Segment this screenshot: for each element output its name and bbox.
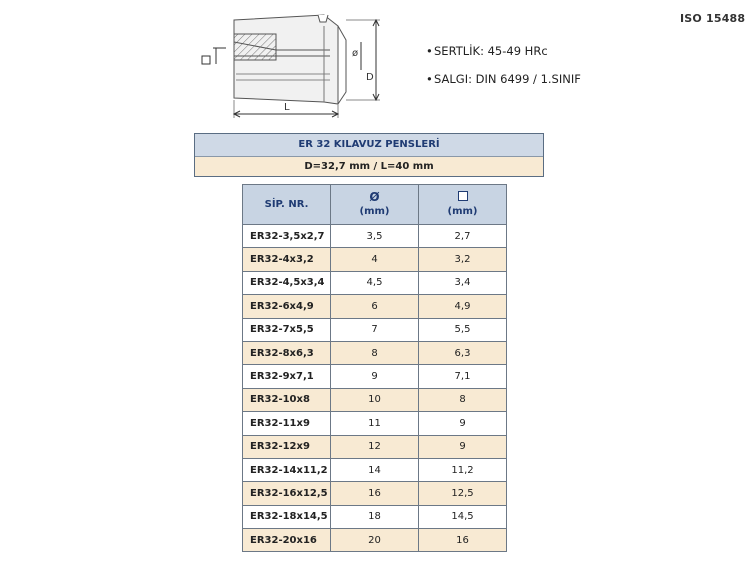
table-row (243, 505, 507, 528)
cell-square: 2,7 (419, 225, 507, 248)
spec-runout: SALGI: DIN 6499 / 1.SINIF (434, 72, 581, 86)
bullet-icon: • (426, 44, 433, 58)
cell-code: ER32-8x6,3 (243, 341, 331, 364)
spec-item (426, 72, 581, 100)
table-row (243, 225, 507, 248)
table-row (243, 295, 507, 318)
dim-phi-label: ø (352, 48, 359, 59)
standard-label: ISO 15488 (680, 12, 746, 25)
cell-square: 3,2 (419, 248, 507, 271)
col-diameter-unit: (mm) (359, 206, 390, 217)
cell-diameter: 4 (331, 248, 419, 271)
cell-diameter: 12 (331, 435, 419, 458)
cell-square: 6,3 (419, 341, 507, 364)
cell-diameter: 9 (331, 365, 419, 388)
collet-drawing (196, 12, 396, 122)
square-icon (458, 191, 468, 201)
cell-square: 4,9 (419, 295, 507, 318)
cell-square: 9 (419, 435, 507, 458)
cell-diameter: 16 (331, 482, 419, 505)
spec-item (426, 44, 581, 72)
cell-code: ER32-6x4,9 (243, 295, 331, 318)
col-square-unit: (mm) (447, 206, 478, 217)
cell-square: 5,5 (419, 318, 507, 341)
dim-l-label: L (284, 102, 290, 113)
cell-code: ER32-3,5x2,7 (243, 225, 331, 248)
cell-square: 11,2 (419, 458, 507, 481)
cell-code: ER32-9x7,1 (243, 365, 331, 388)
table-row (243, 412, 507, 435)
cell-diameter: 10 (331, 388, 419, 411)
cell-square: 12,5 (419, 482, 507, 505)
cell-code: ER32-10x8 (243, 388, 331, 411)
cell-code: ER32-7x5,5 (243, 318, 331, 341)
cell-diameter: 3,5 (331, 225, 419, 248)
cell-code: ER32-18x14,5 (243, 505, 331, 528)
cell-diameter: 14 (331, 458, 419, 481)
cell-code: ER32-4,5x3,4 (243, 271, 331, 294)
col-square (419, 185, 507, 225)
cell-code: ER32-11x9 (243, 412, 331, 435)
spec-list (426, 44, 581, 100)
table-row (243, 482, 507, 505)
cell-square: 8 (419, 388, 507, 411)
cell-diameter: 4,5 (331, 271, 419, 294)
cell-square: 14,5 (419, 505, 507, 528)
cell-code: ER32-20x16 (243, 529, 331, 552)
table-row (243, 271, 507, 294)
cell-diameter: 8 (331, 341, 419, 364)
table-row (243, 388, 507, 411)
table-header-row (243, 185, 507, 225)
table-row (243, 248, 507, 271)
cell-diameter: 7 (331, 318, 419, 341)
table-row (243, 435, 507, 458)
table-header-box (194, 133, 544, 177)
cell-code: ER32-12x9 (243, 435, 331, 458)
bullet-icon: • (426, 72, 433, 86)
spec-hardness: SERTLİK: 45-49 HRc (434, 44, 548, 58)
col-code: SİP. NR. (243, 185, 331, 225)
dim-d-label: D (366, 72, 374, 83)
cell-square: 3,4 (419, 271, 507, 294)
table-row (243, 529, 507, 552)
col-diameter (331, 185, 419, 225)
cell-diameter: 11 (331, 412, 419, 435)
cell-diameter: 6 (331, 295, 419, 318)
cell-square: 9 (419, 412, 507, 435)
cell-code: ER32-4x3,2 (243, 248, 331, 271)
diameter-icon: Ø (369, 190, 380, 204)
collet-table (242, 184, 507, 552)
table-row (243, 458, 507, 481)
cell-code: ER32-14x11,2 (243, 458, 331, 481)
cell-square: 16 (419, 529, 507, 552)
table-dimensions: D=32,7 mm / L=40 mm (195, 157, 543, 176)
cell-code: ER32-16x12,5 (243, 482, 331, 505)
table-title: ER 32 KILAVUZ PENSLERİ (195, 134, 543, 157)
cell-square: 7,1 (419, 365, 507, 388)
table-row (243, 365, 507, 388)
cell-diameter: 18 (331, 505, 419, 528)
cell-diameter: 20 (331, 529, 419, 552)
table-row (243, 318, 507, 341)
table-row (243, 341, 507, 364)
